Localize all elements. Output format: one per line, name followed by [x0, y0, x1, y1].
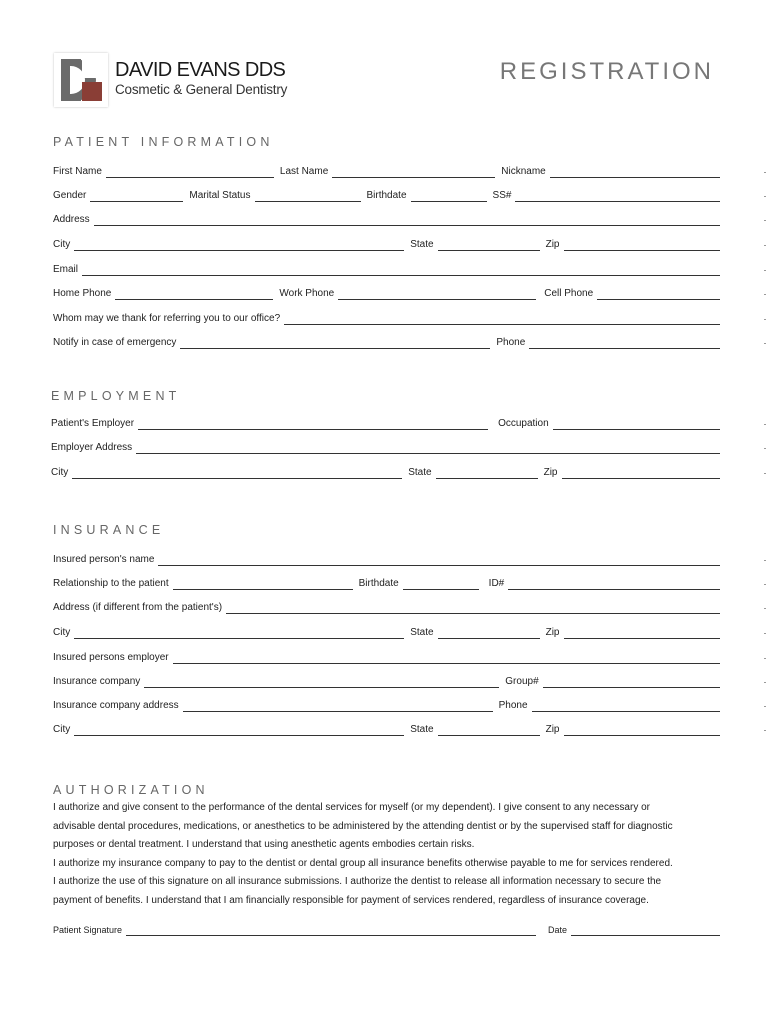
margin-mark	[764, 220, 766, 221]
insured-zip-field[interactable]	[564, 628, 721, 639]
section-title-employment: EMPLOYMENT	[51, 389, 181, 403]
practice-name: DAVID EVANS DDS	[115, 59, 286, 81]
row-insurance-company-city	[53, 720, 720, 736]
row-insurance-company-address	[53, 696, 720, 712]
margin-mark	[764, 584, 766, 585]
margin-mark	[764, 730, 766, 731]
gender-label: Gender	[53, 190, 87, 201]
insured-city-field[interactable]	[74, 628, 404, 639]
row-insured-name	[53, 550, 720, 566]
row-referral	[53, 309, 720, 325]
first-name-field[interactable]	[106, 167, 274, 178]
margin-mark	[764, 319, 766, 320]
row-employer	[51, 414, 720, 430]
row-signature	[53, 922, 720, 936]
insured-state-field[interactable]	[438, 628, 540, 639]
row-insured-city	[53, 623, 720, 639]
insured-employer-label: Insured persons employer	[53, 652, 169, 663]
row-phones	[53, 284, 720, 300]
emergency-contact-field[interactable]	[180, 338, 490, 349]
insured-id-field[interactable]	[508, 579, 720, 590]
row-relationship	[53, 574, 720, 590]
margin-mark	[764, 682, 766, 683]
employer-field[interactable]	[138, 419, 488, 430]
ssn-field[interactable]	[515, 191, 720, 202]
section-title-authorization: AUTHORIZATION	[53, 783, 209, 797]
employer-zip-field[interactable]	[562, 468, 721, 479]
authorization-line: I authorize the use of this signature on all insurance submissions. I authorize the dentist to release all information necessary to secure the	[53, 876, 662, 887]
margin-mark	[764, 658, 766, 659]
emergency-contact-label: Notify in case of emergency	[53, 337, 177, 348]
insured-employer-field[interactable]	[173, 653, 720, 664]
insured-birthdate-field[interactable]	[403, 579, 479, 590]
date-label: Date	[548, 925, 568, 935]
margin-mark	[764, 633, 766, 634]
city-label: City	[53, 239, 71, 250]
margin-mark	[764, 172, 766, 173]
insured-name-field[interactable]	[158, 555, 720, 566]
margin-mark	[764, 473, 766, 474]
margin-mark	[764, 245, 766, 246]
margin-mark	[764, 448, 766, 449]
address-label: Address	[53, 214, 90, 225]
nickname-field[interactable]	[550, 167, 720, 178]
last-name-label: Last Name	[279, 166, 329, 177]
practice-tagline: Cosmetic & General Dentistry	[115, 82, 288, 97]
margin-mark	[764, 706, 766, 707]
birthdate-label: Birthdate	[366, 190, 407, 201]
signature-label: Patient Signature	[53, 925, 123, 935]
insurance-state-label: State	[410, 724, 434, 735]
nickname-label: Nickname	[501, 166, 546, 177]
home-phone-label: Home Phone	[53, 288, 112, 299]
employer-label: Patient's Employer	[51, 418, 135, 429]
row-email	[53, 260, 720, 276]
ssn-label: SS#	[492, 190, 512, 201]
work-phone-label: Work Phone	[279, 288, 335, 299]
state-field[interactable]	[438, 240, 540, 251]
work-phone-field[interactable]	[338, 289, 536, 300]
margin-mark	[764, 608, 766, 609]
insured-city-label: City	[53, 627, 71, 638]
insured-id-label: ID#	[488, 578, 505, 589]
referral-field[interactable]	[284, 314, 720, 325]
birthdate-field[interactable]	[411, 191, 487, 202]
authorization-line: I authorize and give consent to the performance of the dental services for myself (or my dependent). I give consent to any necessary or	[53, 802, 650, 813]
signature-field[interactable]	[126, 925, 536, 936]
form-title: REGISTRATION	[499, 58, 714, 85]
authorization-line: advisable dental procedures, medications, or anesthetics to be administered by the attending dentist or by the supervised staff for diagnostic	[53, 820, 673, 832]
section-title-patient: PATIENT INFORMATION	[53, 135, 274, 149]
insured-address-label: Address (if different from the patient's)	[53, 602, 223, 613]
marital-status-label: Marital Status	[189, 190, 251, 201]
cell-phone-label: Cell Phone	[544, 288, 594, 299]
authorization-line: purposes or dental treatment. I understand that using anesthetic agents embodies certain risks.	[53, 839, 475, 850]
employer-address-label: Employer Address	[51, 442, 133, 453]
insurance-state-field[interactable]	[438, 725, 540, 736]
margin-mark	[764, 560, 766, 561]
insurance-company-address-label: Insurance company address	[53, 700, 179, 711]
insured-state-label: State	[410, 627, 434, 638]
margin-mark	[764, 294, 766, 295]
gender-field[interactable]	[90, 191, 183, 202]
authorization-line: I authorize my insurance company to pay to the dentist or dental group all insurance benefits otherwise payable to me for services rendered.	[53, 857, 673, 869]
insurance-phone-label: Phone	[498, 700, 528, 711]
employer-city-field[interactable]	[72, 468, 402, 479]
cell-phone-field[interactable]	[597, 289, 720, 300]
employer-address-field[interactable]	[136, 443, 720, 454]
employer-zip-label: Zip	[543, 467, 558, 478]
zip-label: Zip	[545, 239, 560, 250]
date-field[interactable]	[571, 925, 720, 936]
row-city	[53, 235, 720, 251]
relationship-label: Relationship to the patient	[53, 578, 169, 589]
employer-state-label: State	[408, 467, 432, 478]
row-emergency	[53, 333, 720, 349]
home-phone-field[interactable]	[115, 289, 273, 300]
insurance-company-field[interactable]	[144, 677, 499, 688]
group-label: Group#	[505, 676, 539, 687]
margin-mark	[764, 424, 766, 425]
marital-status-field[interactable]	[255, 191, 361, 202]
margin-mark	[764, 196, 766, 197]
relationship-field[interactable]	[173, 579, 353, 590]
row-address	[53, 210, 720, 226]
referral-label: Whom may we thank for referring you to our office?	[53, 313, 281, 324]
insurance-zip-label: Zip	[545, 724, 560, 735]
row-insurance-company	[53, 672, 720, 688]
authorization-line: payment of benefits. I understand that I am financially responsible for payment of services rendered, regardless of insurance coverage.	[53, 894, 649, 906]
insurance-zip-field[interactable]	[564, 725, 721, 736]
row-insured-address	[53, 598, 720, 614]
row-gender	[53, 186, 720, 202]
last-name-field[interactable]	[332, 167, 495, 178]
row-employer-city	[51, 463, 720, 479]
zip-field[interactable]	[564, 240, 721, 251]
margin-mark	[764, 270, 766, 271]
email-label: Email	[53, 264, 79, 275]
insurance-city-field[interactable]	[74, 725, 404, 736]
practice-logo	[54, 53, 108, 107]
group-field[interactable]	[543, 677, 720, 688]
address-field[interactable]	[94, 215, 720, 226]
row-names	[53, 162, 720, 178]
emergency-phone-label: Phone	[496, 337, 526, 348]
margin-mark	[764, 343, 766, 344]
city-field[interactable]	[74, 240, 404, 251]
emergency-phone-field[interactable]	[529, 338, 720, 349]
insurance-city-label: City	[53, 724, 71, 735]
first-name-label: First Name	[53, 166, 102, 177]
insured-zip-label: Zip	[545, 627, 560, 638]
occupation-label: Occupation	[498, 418, 549, 429]
section-title-insurance: INSURANCE	[53, 523, 165, 537]
authorization-text	[53, 799, 733, 910]
insured-birthdate-label: Birthdate	[358, 578, 399, 589]
occupation-field[interactable]	[553, 419, 720, 430]
insured-address-field[interactable]	[226, 603, 720, 614]
row-insured-employer	[53, 648, 720, 664]
insurance-phone-field[interactable]	[532, 701, 720, 712]
email-field[interactable]	[82, 265, 720, 276]
state-label: State	[410, 239, 434, 250]
employer-city-label: City	[51, 467, 69, 478]
insured-name-label: Insured person's name	[53, 554, 155, 565]
insurance-company-label: Insurance company	[53, 676, 141, 687]
insurance-company-address-field[interactable]	[183, 701, 493, 712]
employer-state-field[interactable]	[436, 468, 538, 479]
row-employer-address	[51, 438, 720, 454]
